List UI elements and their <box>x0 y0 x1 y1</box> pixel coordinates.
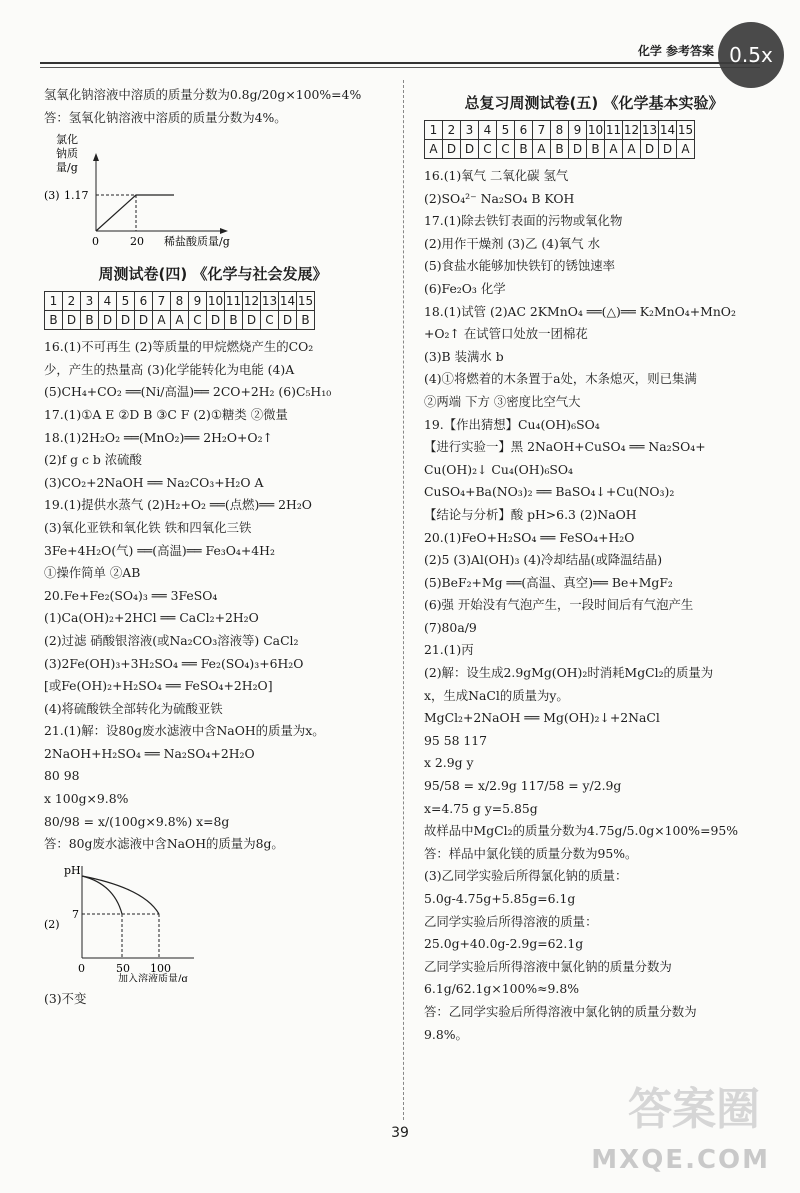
header-subject: 化学 参考答案 <box>637 44 714 58</box>
answer-cell: A <box>171 311 189 330</box>
answer-cell: A <box>677 140 695 159</box>
answer-cell: 2 <box>443 121 461 140</box>
answer-line: 19.(1)提供水蒸气 (2)H₂+O₂ ══(点燃)══ 2H₂O <box>44 497 312 513</box>
answer-cell: 7 <box>153 292 171 311</box>
answer-line: 19.【作出猜想】Cu₄(OH)₆SO₄ <box>424 416 600 432</box>
table5-answer-row <box>425 140 695 159</box>
answer-line: (5)BeF₂+Mg ══(高温、真空)══ Be+MgF₂ <box>424 574 673 590</box>
answer-cell: 1 <box>45 292 63 311</box>
answer-cell: D <box>443 140 461 159</box>
answer-cell: 2 <box>63 292 81 311</box>
chart1-ytick: 1.17 <box>64 189 89 203</box>
answer-cell: A <box>623 140 641 159</box>
chart-ph-svg <box>44 858 284 982</box>
chart2-x1: 50 <box>116 961 130 975</box>
left-top-lines <box>44 84 382 129</box>
answer-table-5 <box>424 120 695 159</box>
chart1-x0: 0 <box>92 235 99 249</box>
answer-cell: B <box>45 311 63 330</box>
answer-cell: 13 <box>641 121 659 140</box>
answer-cell: D <box>135 311 153 330</box>
answer-cell: B <box>551 140 569 159</box>
answer-cell: D <box>569 140 587 159</box>
answer-cell: 15 <box>297 292 315 311</box>
answer-line: 20.Fe+Fe₂(SO₄)₃ ══ 3FeSO₄ <box>44 587 218 603</box>
answer-line: 21.(1)解：设80g废水滤液中含NaOH的质量为x。 <box>44 723 325 739</box>
answer-line: +O₂↑ 在试管口处放一团棉花 <box>424 326 588 342</box>
answer-line: 95/58 = x/2.9g 117/58 = y/2.9g <box>424 778 622 794</box>
chart1-ylabel2: 钠质 <box>56 147 78 161</box>
answer-cell: A <box>153 311 171 330</box>
answer-cell: D <box>279 311 297 330</box>
answer-cell: C <box>497 140 515 159</box>
column-divider <box>403 80 404 1120</box>
chart-nacl-mass <box>44 131 382 255</box>
answer-line: 80/98 = x/(100g×9.8%) x=8g <box>44 813 230 829</box>
chart-ph <box>44 858 382 986</box>
answer-cell: 12 <box>623 121 641 140</box>
answer-line: x 2.9g y <box>424 755 474 771</box>
table4-number-row <box>45 292 315 311</box>
left-bottom-lines <box>44 988 382 1011</box>
answer-cell: B <box>81 311 99 330</box>
answer-line: (5)食盐水能够加快铁钉的锈蚀速率 <box>424 258 616 274</box>
answer-line: x 100g×9.8% <box>44 791 129 807</box>
answer-cell: 6 <box>135 292 153 311</box>
answer-line: 16.(1)氧气 二氧化碳 氢气 <box>424 168 569 183</box>
answer-line: 80 98 <box>44 768 80 784</box>
answer-cell: 14 <box>659 121 677 140</box>
answer-cell: 11 <box>605 121 623 140</box>
answer-line: 【结论与分析】酸 pH>6.3 (2)NaOH <box>424 506 637 522</box>
left-column <box>44 84 382 1010</box>
chart-nacl-svg <box>44 131 284 251</box>
chart1-xlabel: 稀盐酸质量/g <box>164 235 230 249</box>
answer-line: 【进行实验一】黑 2NaOH+CuSO₄ ══ Na₂SO₄+ <box>424 439 706 455</box>
answer-line: (6)Fe₂O₃ 化学 <box>424 280 506 296</box>
answer-line: 95 58 117 <box>424 732 488 748</box>
answer-cell: B <box>225 311 243 330</box>
chart2-x2: 100 <box>150 961 171 975</box>
answer-line: 少，产生的热量高 (3)化学能转化为电能 (4)A <box>44 361 295 377</box>
answer-line: 乙同学实验后所得溶液中氯化钠的质量分数为 <box>424 958 672 974</box>
answer-line: (3)CO₂+2NaOH ══ Na₂CO₃+H₂O A <box>44 474 264 490</box>
answer-cell: 10 <box>587 121 605 140</box>
answer-cell: D <box>641 140 659 159</box>
right-lines <box>424 165 764 1046</box>
title-test-5: 总复习周测试卷(五) 《化学基本实验》 <box>464 94 724 112</box>
answer-cell: D <box>63 311 81 330</box>
answer-cell: D <box>659 140 677 159</box>
answer-line: (3)不变 <box>44 990 87 1006</box>
answer-line: (5)CH₄+CO₂ ══(Ni/高温)══ 2CO+2H₂ (6)C₅H₁₀ <box>44 384 332 400</box>
answer-line: 25.0g+40.0g-2.9g=62.1g <box>424 936 584 952</box>
answer-line: 18.(1)试管 (2)AC 2KMnO₄ ══(△)══ K₂MnO₄+MnO₂ <box>424 303 736 319</box>
answer-cell: 4 <box>99 292 117 311</box>
answer-line: (2)5 (3)Al(OH)₃ (4)冷却结晶(或降温结晶) <box>424 552 663 568</box>
answer-line: ①操作简单 ②AB <box>44 565 141 581</box>
answer-line: [或Fe(OH)₂+H₂SO₄ ══ FeSO₄+2H₂O] <box>44 678 273 694</box>
answer-cell: C <box>189 311 207 330</box>
chart2-xlabel: 加入溶液质量/g <box>118 973 188 982</box>
answer-cell: 15 <box>677 121 695 140</box>
answer-cell: B <box>297 311 315 330</box>
answer-line: 5.0g-4.75g+5.85g=6.1g <box>424 891 576 906</box>
answer-cell: B <box>587 140 605 159</box>
answer-cell: 8 <box>551 121 569 140</box>
answer-cell: 3 <box>461 121 479 140</box>
answer-table-4 <box>44 291 315 330</box>
chart2-ylabel: pH <box>64 863 81 877</box>
answer-cell: 5 <box>497 121 515 140</box>
answer-cell: 9 <box>569 121 587 140</box>
answer-line: 18.(1)2H₂O₂ ══(MnO₂)══ 2H₂O+O₂↑ <box>44 429 273 445</box>
answer-line: 16.(1)不可再生 (2)等质量的甲烷燃烧产生的CO₂ <box>44 339 314 355</box>
chart1-x-arrow <box>220 228 228 234</box>
chart1-ylabel1: 氯化 <box>56 133 78 147</box>
answer-cell: D <box>243 311 261 330</box>
chart1-y-arrow <box>93 153 99 161</box>
table4-answer-row <box>45 311 315 330</box>
answer-line: 2NaOH+H₂SO₄ ══ Na₂SO₄+2H₂O <box>44 745 255 761</box>
answer-line: (2)f g c b 浓硫酸 <box>44 452 142 468</box>
answer-line: 答：乙同学实验后所得溶液中氯化钠的质量分数为 <box>424 1003 697 1019</box>
chart2-ytick: 7 <box>72 907 79 921</box>
answer-cell: 4 <box>479 121 497 140</box>
speed-badge[interactable]: 0.5x <box>718 22 784 88</box>
answer-cell: D <box>117 311 135 330</box>
answer-cell: 10 <box>207 292 225 311</box>
chart1-ylabel3: 量/g <box>56 161 78 175</box>
watermark-site: MXQE.COM <box>591 1145 770 1175</box>
answer-line: 17.(1)①A E ②D B ③C F (2)①糖类 ②微量 <box>44 406 288 422</box>
answer-cell: 13 <box>261 292 279 311</box>
answer-line: (2)SO₄²⁻ Na₂SO₄ B KOH <box>424 190 575 206</box>
answer-cell: B <box>515 140 533 159</box>
chart1-x1: 20 <box>130 235 144 249</box>
answer-line: (3)氧化亚铁和氧化铁 铁和四氧化三铁 <box>44 519 252 535</box>
answer-line: (1)Ca(OH)₂+2HCl ══ CaCl₂+2H₂O <box>44 610 259 626</box>
chart2-curve-a <box>82 876 122 914</box>
answer-cell: D <box>207 311 225 330</box>
watermark-cn: 答案圈 <box>628 1084 760 1135</box>
answer-line: Cu(OH)₂↓ Cu₄(OH)₆SO₄ <box>424 461 574 477</box>
answer-cell: 11 <box>225 292 243 311</box>
answer-line: 17.(1)除去铁钉表面的污物或氧化物 <box>424 213 623 229</box>
answer-line: ②两端 下方 ③密度比空气大 <box>424 393 581 409</box>
answer-line: (6)强 开始没有气泡产生，一段时间后有气泡产生 <box>424 597 694 613</box>
answer-cell: 3 <box>81 292 99 311</box>
answer-line: 故样品中MgCl₂的质量分数为4.75g/5.0g×100%=95% <box>424 823 738 839</box>
title-test-4: 周测试卷(四) 《化学与社会发展》 <box>98 265 328 284</box>
answer-line: 乙同学实验后所得溶液的质量： <box>424 913 598 929</box>
answer-cell: 7 <box>533 121 551 140</box>
answer-cell: 1 <box>425 121 443 140</box>
answer-line: (3)乙同学实验后所得氯化钠的质量： <box>424 868 628 884</box>
answer-line: CuSO₄+Ba(NO₃)₂ ══ BaSO₄↓+Cu(NO₃)₂ <box>424 484 675 500</box>
answer-line: 20.(1)FeO+H₂SO₄ ══ FeSO₄+H₂O <box>424 529 635 545</box>
answer-line: (4)将硫酸铁全部转化为硫酸亚铁 <box>44 700 223 716</box>
chart2-x0: 0 <box>78 961 85 975</box>
answer-line: x，生成NaCl的质量为y。 <box>424 687 569 703</box>
answer-line: 氢氧化钠溶液中溶质的质量分数为0.8g/20g×100%=4% <box>44 87 362 102</box>
answer-line: x=4.75 g y=5.85g <box>424 800 538 816</box>
answer-cell: C <box>479 140 497 159</box>
header-rule <box>40 62 760 68</box>
chart1-series-line <box>96 195 174 231</box>
answer-line: (7)80a/9 <box>424 619 477 635</box>
answer-line: (2)用作干燥剂 (3)乙 (4)氧气 水 <box>424 235 600 251</box>
answer-cell: 14 <box>279 292 297 311</box>
answer-line: (3)B 装满水 b <box>424 348 504 364</box>
answer-line: 答：80g废水滤液中含NaOH的质量为8g。 <box>44 836 284 852</box>
table5-number-row <box>425 121 695 140</box>
answer-cell: A <box>533 140 551 159</box>
chart1-item: (3) <box>44 189 60 203</box>
answer-line: (3)2Fe(OH)₃+3H₂SO₄ ══ Fe₂(SO₄)₃+6H₂O <box>44 655 304 671</box>
answer-cell: 6 <box>515 121 533 140</box>
answer-line: MgCl₂+2NaOH ══ Mg(OH)₂↓+2NaCl <box>424 710 660 726</box>
answer-cell: 12 <box>243 292 261 311</box>
answer-line: (2)过滤 硝酸银溶液(或Na₂CO₃溶液等) CaCl₂ <box>44 632 299 648</box>
answer-cell: C <box>261 311 279 330</box>
answer-line: 6.1g/62.1g×100%≈9.8% <box>424 981 579 997</box>
answer-cell: 5 <box>117 292 135 311</box>
answer-line: 答：氢氧化钠溶液中溶质的质量分数为4%。 <box>44 109 287 125</box>
answer-line: 3Fe+4H₂O(气) ══(高温)══ Fe₃O₄+4H₂ <box>44 542 275 558</box>
answer-line: 21.(1)丙 <box>424 642 474 658</box>
answer-line: (4)①将燃着的木条置于a处，木条熄灭，则已集满 <box>424 371 697 387</box>
answer-cell: D <box>461 140 479 159</box>
chart2-item: (2) <box>44 917 60 931</box>
answer-line: (2)解：设生成2.9gMg(OH)₂时消耗MgCl₂的质量为 <box>424 665 714 681</box>
answer-cell: D <box>99 311 117 330</box>
page-number: 39 <box>391 1125 409 1141</box>
answer-cell: A <box>425 140 443 159</box>
left-mid-lines <box>44 336 382 856</box>
answer-cell: 9 <box>189 292 207 311</box>
right-column <box>424 84 764 1046</box>
answer-line: 9.8%。 <box>424 1026 468 1042</box>
answer-line: 答：样品中氯化镁的质量分数为95%。 <box>424 845 638 861</box>
answer-cell: 8 <box>171 292 189 311</box>
answer-cell: A <box>605 140 623 159</box>
